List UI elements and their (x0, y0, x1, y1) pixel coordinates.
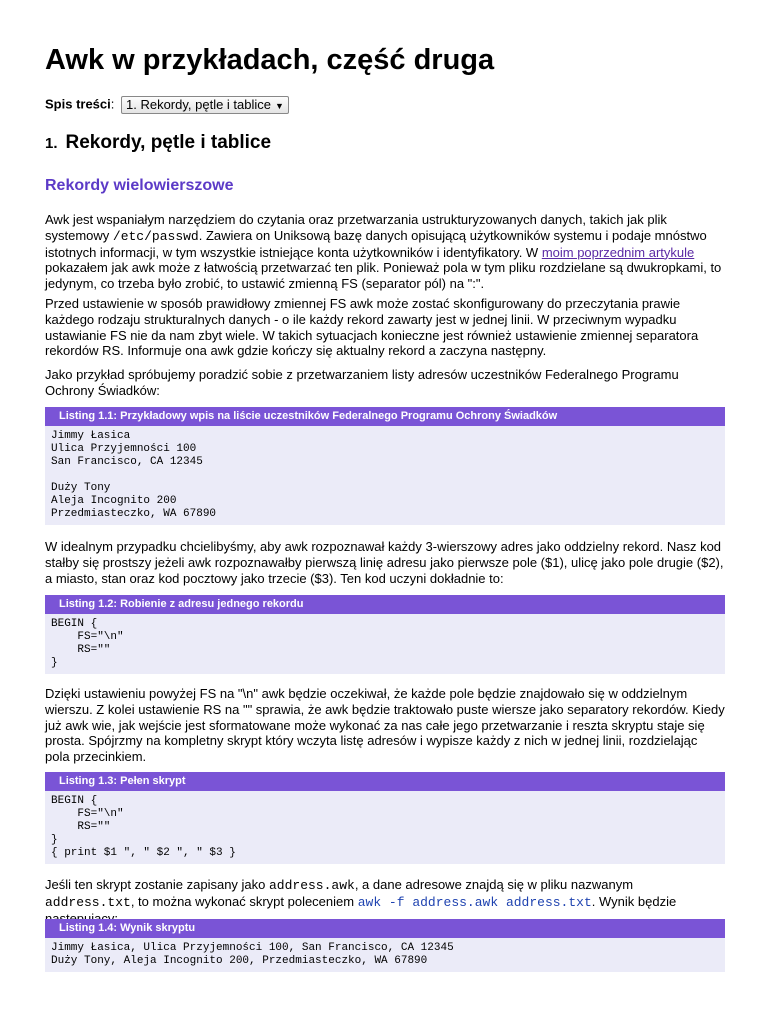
p1-code: /etc/passwd (112, 228, 199, 244)
toc-select[interactable] (121, 96, 289, 114)
paragraph-1 (45, 212, 725, 292)
table-of-contents: Spis treści: 1. Rekordy, pętle i tablice ▼ (45, 96, 289, 114)
p6-text-a: Jeśli ten skrypt zostanie zapisany jako (45, 877, 269, 892)
paragraph-2: Przed ustawienie w sposób prawidłowy zmiennej FS awk może zostać skonfigurowany do przeczytania prawie każdego rodzaju strukturalnych danych - o ile każdy rekord zawarty jest w jednej linii. W przeciwnym wypadku ustawianie FS nie da nam zbyt wiele. W takich sytuacjach konieczne jest również ustawienie zmiennej separatora rekordów RS. Informuje ona awk gdzie kończy się aktualny rekord a zaczyna następny. (45, 296, 699, 359)
listing-2-title: Listing 1.2: Robienie z adresu jednego rekordu (45, 595, 725, 614)
page-title: Awk w przykładach, część druga (45, 44, 495, 76)
listing-3 (45, 772, 725, 864)
listing-2-code: BEGIN { FS="\n" RS="" } (45, 614, 725, 674)
subsection-heading: Rekordy wielowierszowe (45, 177, 234, 194)
p1-text-a: Awk jest wspaniałym narzędziem do czytania oraz przetwarzania ustrukturyzowanych danych, takich jak plik systemowy (45, 212, 667, 243)
section-number: 1. (45, 135, 58, 152)
listing-3-title: Listing 1.3: Pełen skrypt (45, 772, 725, 791)
toc-selected-value: 1. Rekordy, pętle i tablice (126, 97, 271, 112)
p6-text-d: . Wynik będzie (591, 893, 677, 909)
listing-1-code: Jimmy Łasica Ulica Przyjemności 100 San Francisco, CA 12345 Duży Tony Aleja Incognito 200 Przedmiasteczko, WA 67890 (45, 426, 725, 525)
listing-4-code: Jimmy Łasica, Ulica Przyjemności 100, San Francisco, CA 12345 Duży Tony, Aleja Incognito 200, Przedmiasteczko, WA 67890 (45, 938, 725, 972)
previous-article-link[interactable]: moim poprzednim artykule (541, 244, 695, 260)
chevron-down-icon: ▼ (275, 101, 284, 111)
paragraph-5: Dzięki ustawieniu powyżej FS na "\n" awk będzie oczekiwał, że każde pole będzie znajdowało się w oddzielnym wierszu. Z kolei ustawienie RS na "" sprawia, że awk będzie traktowało puste wiersze jako separatory rekordów. Kiedy już awk wie, jak wejście jest sformatowane może wykonać za nas całe jego przetwarzanie i reszta skryptu staje się prosta. Spójrzmy na kompletny skrypt który wczyta listę adresów i wypisze każdy z nich w jednej linii, rozdzielając pola przecinkiem. (45, 686, 725, 765)
toc-label: Spis treści (45, 96, 111, 112)
listing-1 (45, 407, 725, 525)
p6-text-c: , to można wykonać skrypt poleceniem (130, 893, 358, 909)
listing-1-title: Listing 1.1: Przykładowy wpis na liście uczestników Federalnego Programu Ochrony Świadków (45, 407, 725, 426)
listing-2 (45, 595, 725, 674)
p6-command: awk -f address.awk address.txt (357, 894, 592, 910)
paragraph-4: W idealnym przypadku chcielibyśmy, aby awk rozpoznawał każdy 3-wierszowy adres jako oddzielny rekord. Nasz kod stałby się prostszy jeżeli awk rozpoznawałby pierwszą linię adresu jako pierwsze pole ($1), ulicę jako pole drugie ($2), a miasto, stan oraz kod pocztowy jako trzecie ($3). Ten kod uczyni dokładnie to: (45, 539, 724, 586)
listing-3-code: BEGIN { FS="\n" RS="" } { print $1 ", " $2 ", " $3 } (45, 791, 725, 864)
section-title: Rekordy, pętle i tablice (65, 132, 272, 153)
section-heading (45, 131, 271, 156)
p1-text-b: . Zawiera on Uniksową bazę danych opisującą użytkowników systemu i podaje mnóstwo istotnych informacji, w tym wszystkie istniejące konta użytkowników i identyfikatory. W (45, 227, 707, 260)
p6-text-b: , a dane adresowe znajdą się w pliku nazwanym (354, 877, 634, 892)
paragraph-3: Jako przykład spróbujemy poradzić sobie z przetwarzaniem listy adresów uczestników Federalnego Programu Ochrony Świadków: (45, 367, 679, 398)
listing-4-title: Listing 1.4: Wynik skryptu (45, 919, 725, 938)
listing-4 (45, 919, 725, 972)
p6-code-1: address.awk (269, 878, 355, 893)
p6-code-2: address.txt (45, 894, 131, 910)
p1-text-c: pokazałem jak awk może z łatwością przetwarzać ten plik. Ponieważ pola w tym pliku rozdzielane są dwukropkami, to jedynym, co trzeba było zrobić, to ustawić zmienną FS (separator pól) na ":". (45, 260, 722, 292)
